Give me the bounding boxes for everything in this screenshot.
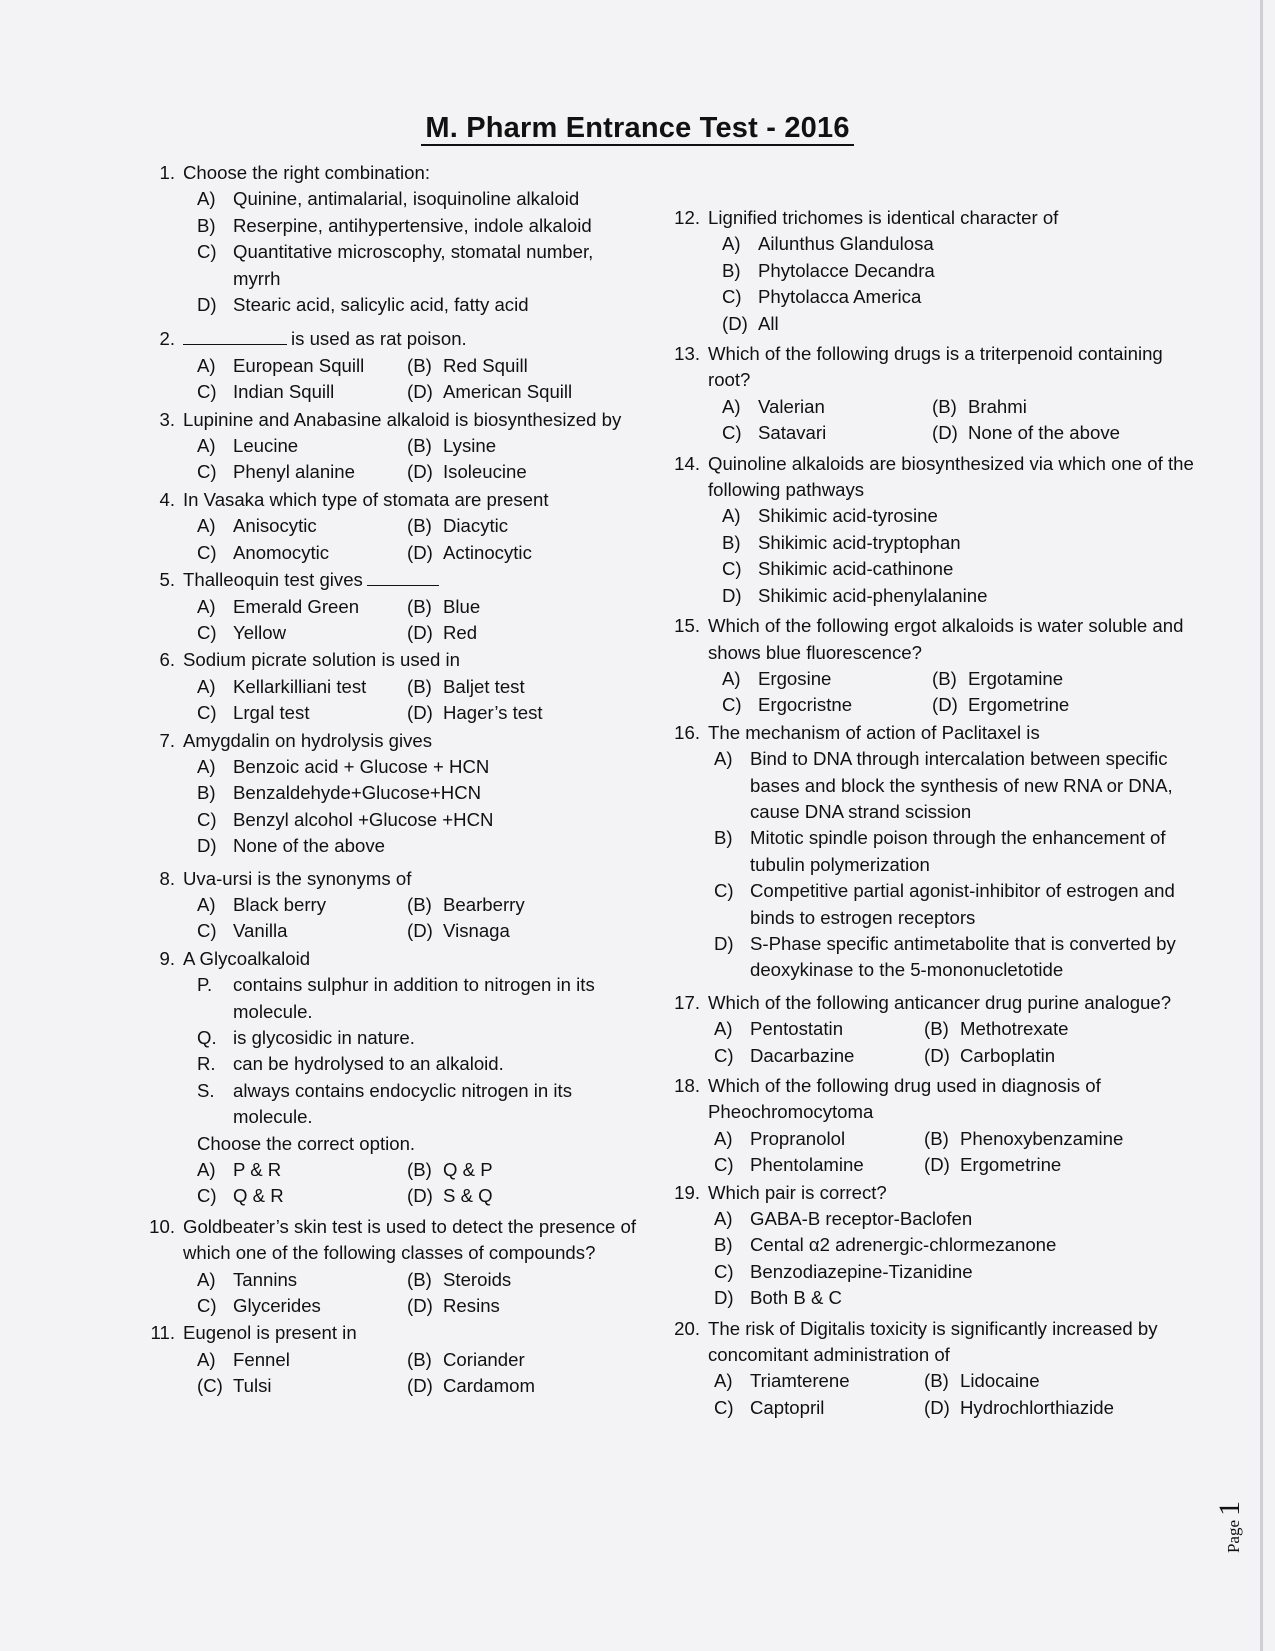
question-16: 16. The mechanism of action of Paclitaxel is A) Bind to DNA through intercalation between specific bases and block the synthesis of new RNA or DNA, cause DNA strand scission B) Mitotic spindle poison through the enhancement of tubulin polymerization C) Competitive partial agonist-inhibitor of estrogen and binds to estrogen receptors D) S-Phase specific antimetabolite that is converted by deoxykinase to the 5-mononucletotide xyxy=(670,720,1205,984)
option: A) Black berry xyxy=(197,893,326,915)
option: (C) Tulsi xyxy=(197,1375,272,1397)
option: A) Bind to DNA through intercalation between specific bases and block the synthesis of new RNA or DNA, cause DNA strand scission xyxy=(714,748,1173,822)
option: C) Shikimic acid-cathinone xyxy=(722,558,954,580)
option: (B) Steroids xyxy=(407,1268,512,1290)
option: B) Reserpine, antihypertensive, indole alkaloid xyxy=(197,214,592,236)
option: D) None of the above xyxy=(197,835,385,857)
option: A) P & R xyxy=(197,1159,282,1181)
option: A) Pentostatin xyxy=(714,1018,844,1040)
option: C) Benzodiazepine-Tizanidine xyxy=(714,1260,973,1282)
option: C) Yellow xyxy=(197,621,287,643)
option: C) Ergocristne xyxy=(722,694,853,716)
option: C) Anomocytic xyxy=(197,541,330,563)
option: (B) Lysine xyxy=(407,435,497,457)
option: A) Propranolol xyxy=(714,1127,846,1149)
question-4: 4. In Vasaka which type of stomata are present A) Anisocytic (B) Diacytic C) Anomocytic (D) Actinocytic xyxy=(145,487,645,566)
question-5: 5. Thalleoquin test gives A) Emerald Green (B) Blue C) Yellow (D) Red xyxy=(145,567,645,646)
statement: Q. is glycosidic in nature. xyxy=(197,1027,415,1048)
option: (B) Baljet test xyxy=(407,675,525,697)
option: A) Benzoic acid + Glucose + HCN xyxy=(197,755,490,777)
option: (D) All xyxy=(722,312,779,334)
option: C) Competitive partial agonist-inhibitor of estrogen and binds to estrogen receptors xyxy=(714,880,1175,928)
option: (D) American Squill xyxy=(407,381,573,403)
option: C) Satavari xyxy=(722,422,827,444)
question-19: 19. Which pair is correct? A) GABA-B receptor-Baclofen B) Cental α2 adrenergic-chlormezanone C) Benzodiazepine-Tizanidine D) Both B & C xyxy=(670,1180,1205,1312)
option: (B) Red Squill xyxy=(407,354,528,376)
question-7: 7. Amygdalin on hydrolysis gives A) Benzoic acid + Glucose + HCN B) Benzaldehyde+Glucose+HCN C) Benzyl alcohol +Glucose +HCN D) None of the above xyxy=(145,728,645,860)
option: (D) S & Q xyxy=(407,1185,493,1207)
statement: S. always contains endocyclic nitrogen in its molecule. xyxy=(197,1079,572,1128)
option: A) Tannins xyxy=(197,1268,298,1290)
option: A) Valerian xyxy=(722,395,825,417)
option: (B) Lidocaine xyxy=(924,1370,1040,1392)
option: C) Quantitative microscophy, stomatal number, myrrh xyxy=(197,241,594,289)
option: (D) Isoleucine xyxy=(407,461,527,483)
question-11: 11. Eugenol is present in A) Fennel (B) Coriander (C) Tulsi (D) Cardamom xyxy=(145,1320,645,1399)
option: (D) Red xyxy=(407,621,478,643)
option: C) Phenyl alanine xyxy=(197,461,355,483)
option: D) Shikimic acid-phenylalanine xyxy=(722,584,988,606)
option: A) Leucine xyxy=(197,435,299,457)
option: C) Captopril xyxy=(714,1396,825,1418)
question-15: 15. Which of the following ergot alkaloids is water soluble and shows blue fluorescence? A) Ergosine (B) Ergotamine C) Ergocristne (D) Ergometrine xyxy=(670,613,1205,719)
option: (B) Ergotamine xyxy=(932,667,1064,689)
option: (B) Bearberry xyxy=(407,893,525,915)
question-1: 1. Choose the right combination: A) Quinine, antimalarial, isoquinoline alkaloid B) Reserpine, antihypertensive, indole alkaloid C) Quantitative microscophy, stomatal number, myrrh D) Stearic acid, salicylic acid, fatty acid xyxy=(145,160,645,318)
option: A) Shikimic acid-tyrosine xyxy=(722,505,938,527)
instruction: Choose the correct option. xyxy=(197,1132,416,1154)
option: A) European Squill xyxy=(197,354,365,376)
page-title: M. Pharm Entrance Test - 2016 xyxy=(0,112,1275,145)
option: B) Shikimic acid-tryptophan xyxy=(722,531,961,553)
option: (D) Cardamom xyxy=(407,1375,535,1397)
question-10: 10. Goldbeater’s skin test is used to detect the presence of which one of the following classes of compounds? A) Tannins (B) Steroids C) Glycerides (D) Resins xyxy=(145,1214,645,1320)
option: (B) Diacytic xyxy=(407,515,509,537)
option: (B) Brahmi xyxy=(932,395,1027,417)
page-edge xyxy=(1260,0,1263,1651)
option: (D) Visnaga xyxy=(407,920,510,942)
option: (D) Hydrochlorthiazide xyxy=(924,1396,1114,1418)
option: B) Mitotic spindle poison through the enhancement of tubulin polymerization xyxy=(714,827,1166,875)
option: C) Dacarbazine xyxy=(714,1044,855,1066)
option: A) Quinine, antimalarial, isoquinoline alkaloid xyxy=(197,188,580,210)
option: (D) Resins xyxy=(407,1295,500,1317)
option: C) Indian Squill xyxy=(197,381,335,403)
option: B) Cental α2 adrenergic-chlormezanone xyxy=(714,1234,1057,1256)
statement: P. contains sulphur in addition to nitrogen in its molecule. xyxy=(197,974,595,1022)
option: A) Anisocytic xyxy=(197,515,317,537)
option: C) Lrgal test xyxy=(197,702,310,724)
option: C) Vanilla xyxy=(197,920,288,942)
page-number: Page1 xyxy=(1213,1501,1246,1554)
question-6: 6. Sodium picrate solution is used in A) Kellarkilliani test (B) Baljet test C) Lrgal test (D) Hager’s test xyxy=(145,647,645,726)
option: D) Stearic acid, salicylic acid, fatty acid xyxy=(197,294,529,316)
option: C) Benzyl alcohol +Glucose +HCN xyxy=(197,808,494,830)
option: C) Q & R xyxy=(197,1185,284,1207)
question-17: 17. Which of the following anticancer drug purine analogue? A) Pentostatin (B) Methotrexate C) Dacarbazine (D) Carboplatin xyxy=(670,990,1205,1069)
option: B) Phytolacce Decandra xyxy=(722,259,935,281)
option: (B) Methotrexate xyxy=(924,1018,1069,1040)
option: (D) Hager’s test xyxy=(407,702,543,724)
option: C) Phytolacca America xyxy=(722,286,922,308)
question-2: 2. is used as rat poison. A) European Squill (B) Red Squill C) Indian Squill (D) American Squill xyxy=(145,326,645,405)
option: B) Benzaldehyde+Glucose+HCN xyxy=(197,782,482,804)
option: (B) Blue xyxy=(407,595,481,617)
option: A) Triamterene xyxy=(714,1370,850,1392)
option: (B) Phenoxybenzamine xyxy=(924,1127,1124,1149)
question-9: 9. A Glycoalkaloid P. contains sulphur in addition to nitrogen in its molecule. Q. is glycosidic in nature. R. can be hydrolysed to an alkaloid. S. always contains endocyclic nitrogen in its molecule. Choose the correct option. A) P & R (B) Q & P C) Q & R (D) S & Q xyxy=(145,946,645,1210)
option: (D) None of the above xyxy=(932,422,1120,444)
question-20: 20. The risk of Digitalis toxicity is significantly increased by concomitant administration of A) Triamterene (B) Lidocaine C) Captopril (D) Hydrochlorthiazide xyxy=(670,1316,1205,1422)
option: C) Glycerides xyxy=(197,1295,321,1317)
question-14: 14. Quinoline alkaloids are biosynthesized via which one of the following pathways A) Shikimic acid-tyrosine B) Shikimic acid-tryptophan C) Shikimic acid-cathinone D) Shikimic acid-phenylalanine xyxy=(670,451,1205,609)
option: A) Ailunthus Glandulosa xyxy=(722,233,934,255)
question-18: 18. Which of the following drug used in diagnosis of Pheochromocytoma A) Propranolol (B) Phenoxybenzamine C) Phentolamine (D) Ergometrine xyxy=(670,1073,1205,1179)
question-12: 12. Lignified trichomes is identical character of A) Ailunthus Glandulosa B) Phytolacce Decandra C) Phytolacca America (D) All xyxy=(670,205,1205,337)
option: (D) Actinocytic xyxy=(407,541,532,563)
statement: R. can be hydrolysed to an alkaloid. xyxy=(197,1053,504,1075)
option: A) GABA-B receptor-Baclofen xyxy=(714,1208,973,1230)
option: (B) Coriander xyxy=(407,1348,525,1370)
option: (D) Ergometrine xyxy=(924,1154,1062,1176)
answer-blank xyxy=(183,328,287,345)
answer-blank xyxy=(367,569,439,586)
left-column xyxy=(145,160,645,1400)
question-8: 8. Uva-ursi is the synonyms of A) Black berry (B) Bearberry C) Vanilla (D) Visnaga xyxy=(145,866,645,945)
option: (B) Q & P xyxy=(407,1159,493,1181)
option: (D) Carboplatin xyxy=(924,1044,1056,1066)
option: A) Fennel xyxy=(197,1348,290,1370)
question-3: 3. Lupinine and Anabasine alkaloid is biosynthesized by A) Leucine (B) Lysine C) Phenyl alanine (D) Isoleucine xyxy=(145,407,645,486)
option: D) S-Phase specific antimetabolite that is converted by deoxykinase to the 5-mononucletotide xyxy=(714,932,1176,981)
option: D) Both B & C xyxy=(714,1287,842,1309)
option: C) Phentolamine xyxy=(714,1154,864,1176)
right-column xyxy=(670,205,1205,1421)
option: A) Ergosine xyxy=(722,667,832,689)
option: (D) Ergometrine xyxy=(932,694,1070,716)
option: A) Kellarkilliani test xyxy=(197,675,367,697)
option: A) Emerald Green xyxy=(197,595,360,617)
question-13: 13. Which of the following drugs is a triterpenoid containing root? A) Valerian (B) Brahmi C) Satavari (D) None of the above xyxy=(670,341,1205,447)
